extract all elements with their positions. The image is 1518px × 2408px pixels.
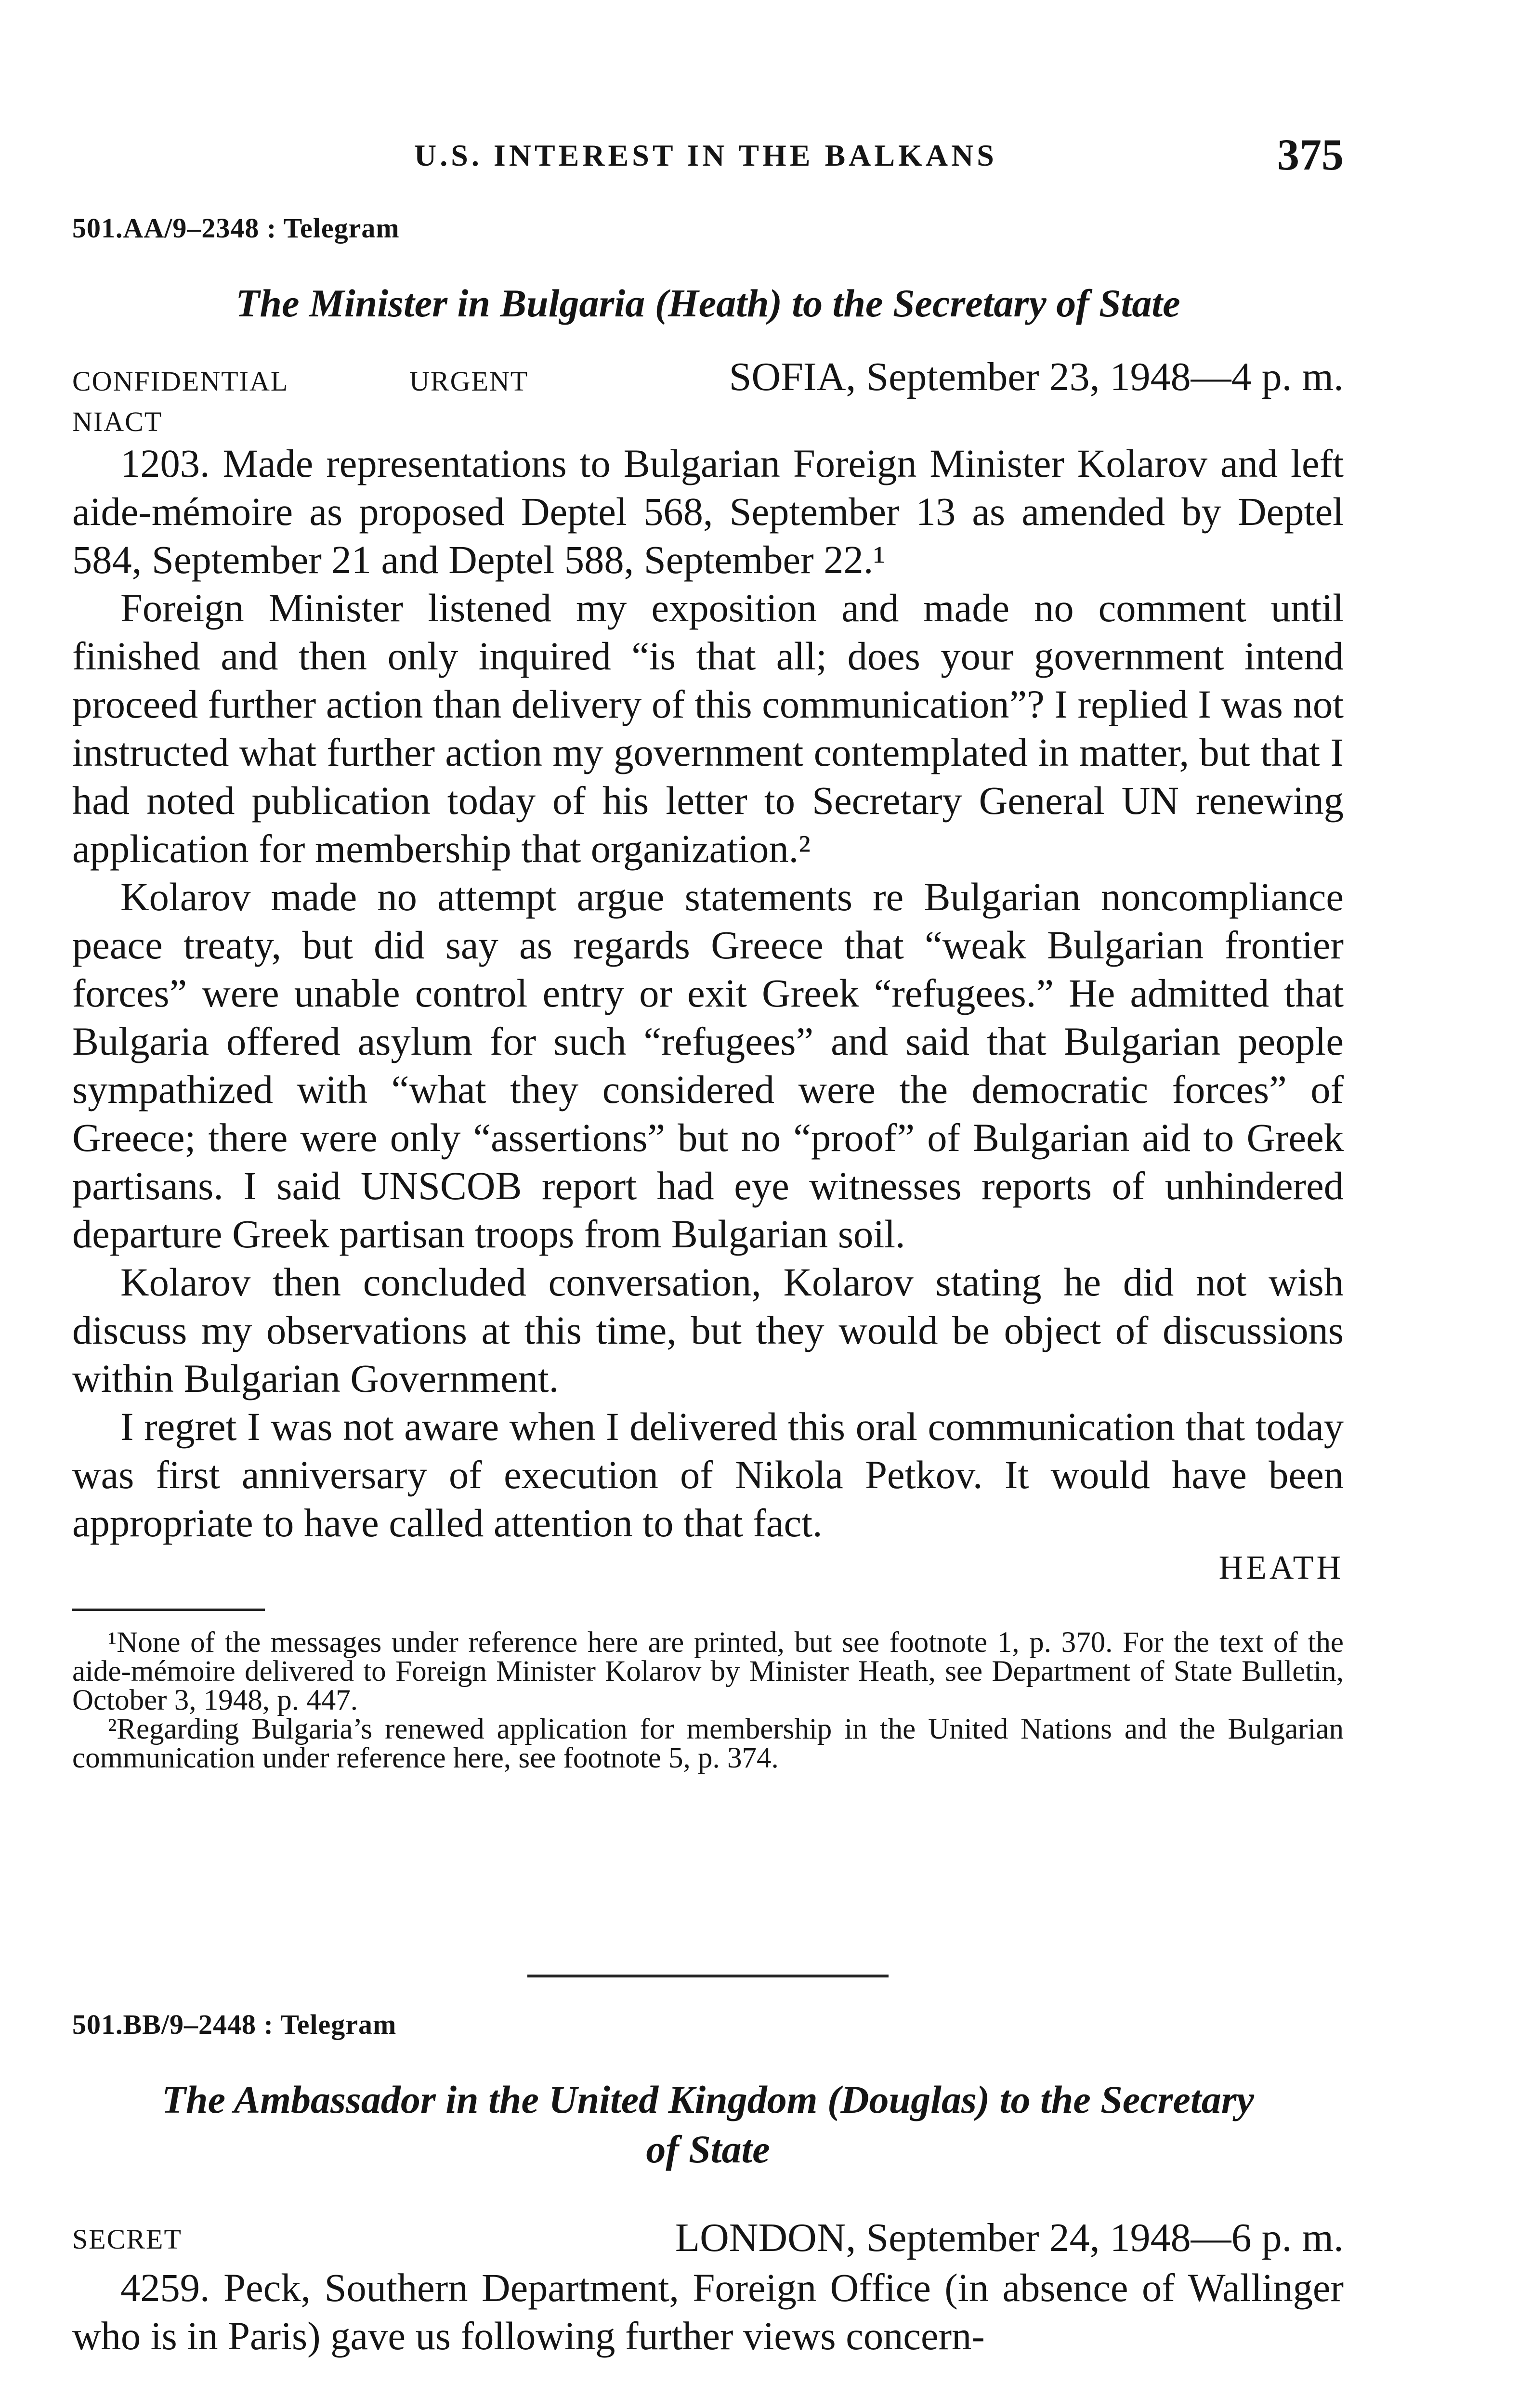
second-telegram-paragraph: 4259. Peck, Southern Department, Foreign Office (in absence of Wallinger who is in Paris) gave us following further views concern-	[72, 2265, 1344, 2358]
first-telegram-paragraph: Kolarov then concluded conversation, Kolarov stating he did not wish discuss my observations at this time, but they would be object of discussions within Bulgarian Government.	[72, 1259, 1344, 1400]
first-telegram	[72, 212, 1344, 1773]
running-title: U.S. INTEREST IN THE BALKANS	[414, 138, 997, 172]
running-head	[72, 129, 1344, 179]
second-telegram-file-reference: 501.BB/9–2448 : Telegram	[72, 2009, 397, 2040]
first-telegram-dateline: SOFIA, September 23, 1948—4 p. m.	[729, 354, 1344, 399]
footnote-separator	[72, 1609, 265, 1611]
second-telegram-body	[72, 2264, 1344, 2360]
section-divider	[527, 1975, 889, 1977]
document-page	[72, 116, 1344, 2408]
first-telegram-paragraph: Kolarov made no attempt argue statements re Bulgarian noncompliance peace treaty, but did say as regards Greece that “weak Bulgarian frontier forces” were unable control entry or exit Greek “refugees.” He admitted that Bulgaria offered asylum for such “refugees” and said that Bulgarian people sympathized with “what they considered were the democratic forces” of Greece; there were only “assertions” but no “proof” of Bulgarian aid to Greek partisans. I said UNSCOB report had eye witnesses reports of unhindered departure Greek partisan troops from Bulgarian soil.	[72, 874, 1344, 1256]
second-telegram	[72, 2008, 1344, 2360]
secret-label: SECRET	[72, 2224, 182, 2255]
footnote-one: ¹None of the messages under reference here are printed, but see footnote 1, p. 370. For the text of the aide-mémoire delivered to Foreign Minister Kolarov by Minister Heath, see Department of State Bulletin, October 3, 1948, p. 447.	[72, 1626, 1344, 1716]
first-telegram-metadata	[72, 353, 1344, 437]
classification-label: CONFIDENTIAL	[72, 365, 289, 397]
page-number: 375	[1277, 130, 1344, 179]
first-telegram-signature: HEATH	[1218, 1549, 1344, 1586]
first-telegram-file-reference: 501.AA/9–2348 : Telegram	[72, 212, 400, 244]
footnote-two: ²Regarding Bulgaria’s renewed application for membership in the United Nations and the Bulgarian communication under reference here, see footnote 5, p. 374.	[72, 1713, 1344, 1774]
second-telegram-title-line-two: of State	[646, 2127, 770, 2171]
first-telegram-body	[72, 439, 1344, 1547]
second-telegram-title-line-one: The Ambassador in the United Kingdom (Douglas) to the Secretary	[161, 2078, 1255, 2121]
first-telegram-paragraph: Foreign Minister listened my exposition and made no comment until finished and then only inquired “is that all; does your government intend proceed further action than delivery of this communication”? I replied I was not instructed what further action my government contemplated in matter, but that I had noted publication today of his letter to Secretary General UN renewing application for membership that organization.²	[72, 585, 1344, 871]
second-telegram-metadata	[72, 2214, 1344, 2263]
second-telegram-title	[72, 2075, 1344, 2174]
footnotes	[72, 1628, 1344, 1773]
second-telegram-dateline: LONDON, September 24, 1948—6 p. m.	[675, 2215, 1344, 2260]
niact-label: NIACT	[72, 406, 163, 437]
first-telegram-paragraph: 1203. Made representations to Bulgarian Foreign Minister Kolarov and left aide-mémoire as proposed Deptel 568, September 13 as amended by Deptel 584, September 21 and Deptel 588, September 22.¹	[72, 441, 1344, 582]
first-telegram-paragraph: I regret I was not aware when I delivered this oral communication that today was first anniversary of execution of Nikola Petkov. It would have been appropriate to have called attention to that fact.	[72, 1404, 1344, 1545]
priority-label: URGENT	[409, 365, 529, 397]
first-telegram-title: The Minister in Bulgaria (Heath) to the Secretary of State	[236, 281, 1180, 325]
